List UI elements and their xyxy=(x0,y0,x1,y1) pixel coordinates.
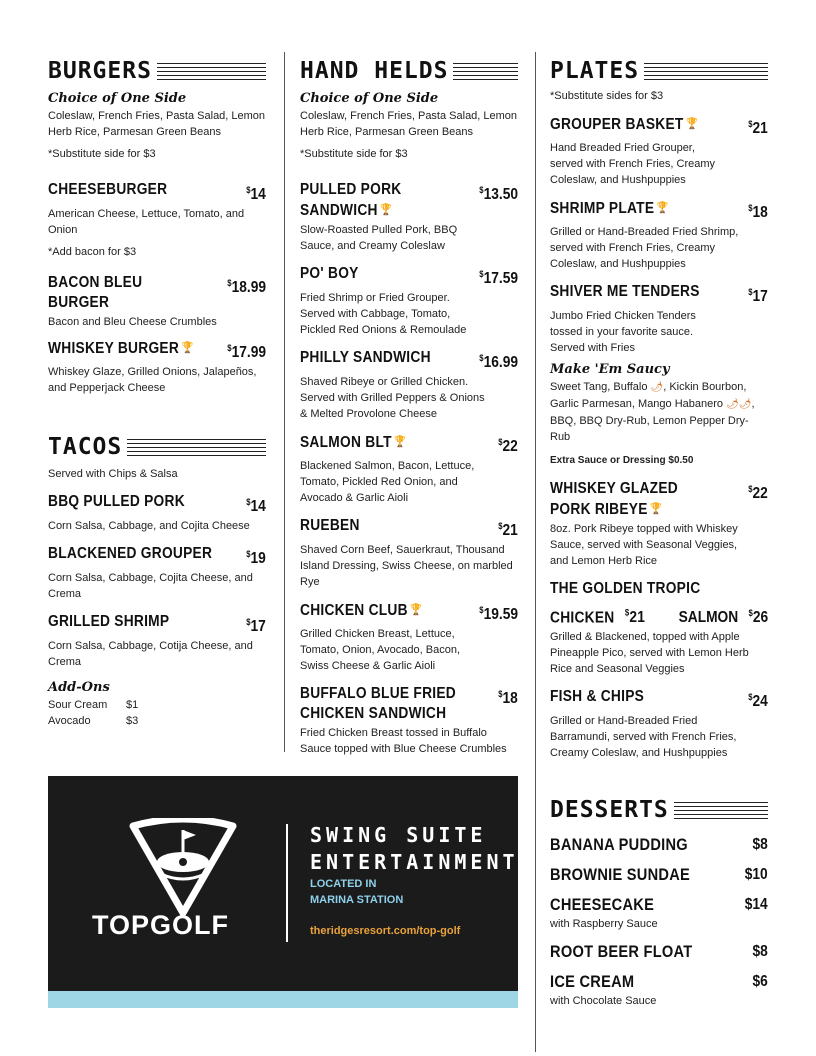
menu-item xyxy=(48,273,266,330)
dessert-item: BROWNIE SUNDAE $10 xyxy=(550,865,768,885)
item-desc: American Cheese, Lettuce, Tomato, and Onion xyxy=(48,208,245,236)
menu-item xyxy=(550,479,768,569)
dessert-item: CHEESECAKE $14 xyxy=(550,895,768,915)
item-desc: Corn Salsa, Cabbage, Cotija Cheese, and Crema xyxy=(48,640,253,668)
menu-item xyxy=(300,684,518,757)
section-title: HAND HELDS xyxy=(300,58,449,84)
sides-list: Coleslaw, French Fries, Pasta Salad, Lemon Herb Rice, Parmesan Green Beans xyxy=(48,110,266,138)
item-name: RUEBEN xyxy=(300,517,360,534)
item-price: $18.99 xyxy=(227,278,266,296)
item-name: GRILLED SHRIMP xyxy=(48,613,170,630)
sides-list: Coleslaw, French Fries, Pasta Salad, Lemon Herb Rice, Parmesan Green Beans xyxy=(300,110,518,138)
item-name: PO' BOY xyxy=(300,265,359,282)
item-price: $18 xyxy=(748,203,768,221)
section-title: PLATES xyxy=(550,58,640,84)
item-desc: 8oz. Pork Ribeye topped with Whiskey Sauce, served with Seasonal Veggies, and Lemon Herb Rice xyxy=(550,523,738,567)
trophy-icon: 🏆 xyxy=(686,118,699,130)
item-name: WHISKEY GLAZED PORK RIBEYE 🏆 xyxy=(550,480,678,518)
heading-rules xyxy=(674,802,768,819)
item-name: FISH & CHIPS xyxy=(550,688,645,706)
addons-list xyxy=(48,697,266,729)
column-plates-desserts xyxy=(550,52,768,1009)
menu-item xyxy=(550,687,768,761)
heading-rules xyxy=(453,63,518,80)
item-desc: Grilled Chicken Breast, Lettuce, Tomato, Onion, Avocado, Bacon, Swiss Cheese & Garlic Aioli xyxy=(300,628,461,672)
item-desc: Blackened Salmon, Bacon, Lettuce, Tomato, Pickled Red Onion, and Avocado & Garlic Aioli xyxy=(300,460,475,504)
column-burgers-tacos xyxy=(48,52,266,729)
pepper-icon: 🌶 xyxy=(650,382,664,393)
item-price: $14 xyxy=(246,497,266,515)
website-link[interactable]: theridgesresort.com/top-golf xyxy=(310,925,461,937)
tacos-sub: Served with Chips & Salsa xyxy=(48,468,178,480)
item-desc: Fried Shrimp or Fried Grouper. Served with Cabbage, Tomato, Pickled Red Onions & Remoulade xyxy=(300,292,467,336)
item-name: GROUPER BASKET 🏆 xyxy=(550,116,699,133)
item-desc: Hand Breaded Fried Grouper, served with French Fries, Creamy Coleslaw, and Hushpuppies xyxy=(550,142,716,186)
menu-item xyxy=(300,432,518,506)
dessert-desc: with Raspberry Sauce xyxy=(550,918,658,931)
column-handhelds xyxy=(300,52,518,757)
item-price: $18 xyxy=(498,689,518,707)
item-name: BLACKENED GROUPER xyxy=(48,545,213,562)
item-desc: Whiskey Glaze, Grilled Onions, Jalapeños, and Pepperjack Cheese xyxy=(48,366,257,394)
item-name: BACON BLEU BURGER xyxy=(48,274,143,311)
topgolf-banner xyxy=(48,776,518,991)
menu-item xyxy=(300,264,518,338)
item-price: $17.99 xyxy=(227,343,266,361)
extra-sauce: Extra Sauce or Dressing $0.50 xyxy=(550,455,694,466)
section-title: DESSERTS xyxy=(550,797,669,824)
item-price: $16.99 xyxy=(479,353,518,371)
pepper-icon: 🌶🌶 xyxy=(726,399,752,410)
item-price: $13.50 xyxy=(479,185,518,203)
item-name: PHILLY SANDWICH xyxy=(300,349,431,366)
logo-wordmark: TOPGOLF xyxy=(92,910,230,940)
dessert-item: BANANA PUDDING $8 xyxy=(550,835,768,855)
heading-rules xyxy=(127,439,266,456)
addon-row: Avocado $3 xyxy=(48,715,139,727)
item-name: CHEESEBURGER xyxy=(48,181,168,198)
menu-item xyxy=(48,612,266,670)
item-name: PULLED PORK SANDWICH 🏆 xyxy=(300,181,402,219)
item-price: $22 xyxy=(498,437,518,455)
topgolf-shield-icon xyxy=(128,818,238,918)
item-desc: Grilled & Blackened, topped with Apple Pineapple Pico, served with Lemon Herb Rice and Seasonal Veggies xyxy=(550,631,749,676)
item-desc: Corn Salsa, Cabbage, and Cojita Cheese xyxy=(48,520,250,532)
item-note: *Add bacon for $3 xyxy=(48,246,137,258)
item-desc: Shaved Ribeye or Grilled Chicken. Served with Grilled Peppers & Onions & Melted Provolone Cheese xyxy=(300,376,485,420)
menu-item xyxy=(550,282,768,356)
handhelds-heading xyxy=(300,58,518,84)
trophy-icon: 🏆 xyxy=(394,436,407,448)
swing-suite-title: SWING SUITE ENTERTAINMENT xyxy=(310,823,519,874)
item-name: SHIVER ME TENDERS xyxy=(550,283,700,300)
menu-item xyxy=(48,180,266,260)
menu-item xyxy=(48,338,266,396)
item-price: $19.59 xyxy=(479,605,518,623)
sauce-list: Sweet Tang, Buffalo 🌶, Kickin Bourbon, Garlic Parmesan, Mango Habanero 🌶🌶, BBQ, BBQ Dry-Rub, Lemon Pepper Dry-Rub xyxy=(550,381,755,443)
trophy-icon: 🏆 xyxy=(380,204,393,216)
desserts-heading xyxy=(550,797,768,823)
item-desc: Shaved Corn Beef, Sauerkraut, Thousand Island Dressing, Swiss Cheese, on marbled Rye xyxy=(300,544,513,588)
trophy-icon: 🏆 xyxy=(656,202,669,214)
menu-item-golden-tropic xyxy=(550,579,768,677)
item-name: THE GOLDEN TROPIC xyxy=(550,580,701,597)
trophy-icon: 🏆 xyxy=(181,342,194,354)
column-divider-left xyxy=(284,52,285,752)
addons-title: Add-Ons xyxy=(48,680,110,695)
menu-item xyxy=(550,114,768,188)
item-name: SALMON BLT 🏆 xyxy=(300,434,407,451)
item-price: $17 xyxy=(748,287,768,305)
item-price: $21 xyxy=(498,521,518,539)
item-price: $19 xyxy=(246,549,266,567)
dessert-item: ROOT BEER FLOAT $8 xyxy=(550,942,768,962)
item-name: BBQ PULLED PORK xyxy=(48,493,185,510)
menu-item xyxy=(300,348,518,422)
item-desc: Slow-Roasted Pulled Pork, BBQ Sauce, and Creamy Coleslaw xyxy=(300,224,458,252)
item-desc: Corn Salsa, Cabbage, Cojita Cheese, and Crema xyxy=(48,572,253,600)
section-title: BURGERS xyxy=(48,58,152,84)
item-price: $21 xyxy=(748,119,768,137)
tacos-heading xyxy=(48,434,266,460)
plates-sub: *Substitute sides for $3 xyxy=(550,90,664,102)
plates-heading xyxy=(550,58,768,84)
item-price: $17.59 xyxy=(479,269,518,287)
choice-of-side: Choice of One Side xyxy=(300,91,439,106)
item-name: CHICKEN CLUB 🏆 xyxy=(300,602,423,619)
trophy-icon: 🏆 xyxy=(650,503,663,515)
dessert-desc: with Chocolate Sauce xyxy=(550,995,657,1008)
burgers-heading xyxy=(48,58,266,84)
trophy-icon: 🏆 xyxy=(410,604,423,616)
substitute-note: *Substitute side for $3 xyxy=(48,148,156,160)
banner-divider xyxy=(286,824,288,942)
item-name: SHRIMP PLATE 🏆 xyxy=(550,200,669,217)
heading-rules xyxy=(644,63,768,80)
dessert-item: ICE CREAM $6 xyxy=(550,972,768,992)
banner-accent-strip xyxy=(48,991,518,1008)
menu-item xyxy=(300,516,518,590)
substitute-note: *Substitute side for $3 xyxy=(300,148,408,160)
item-desc: Bacon and Bleu Cheese Crumbles xyxy=(48,316,217,328)
item-price: $14 xyxy=(246,185,266,203)
saucy-title: Make 'Em Saucy xyxy=(550,362,670,377)
addon-row: Sour Cream $1 xyxy=(48,699,139,711)
column-divider-right xyxy=(535,52,536,1052)
item-name: BUFFALO BLUE FRIED CHICKEN SANDWICH xyxy=(300,685,457,722)
item-desc: Jumbo Fried Chicken Tenders tossed in your favorite sauce. Served with Fries xyxy=(550,310,696,354)
menu-item xyxy=(48,492,266,534)
section-title: TACOS xyxy=(48,434,123,460)
heading-rules xyxy=(157,63,266,80)
item-price: $22 xyxy=(748,484,768,502)
item-desc: Grilled or Hand-Breaded Fried Barramundi, served with French Fries, Creamy Coleslaw, and Hushpuppies xyxy=(550,715,737,760)
item-desc: Fried Chicken Breast tossed in Buffalo Sauce topped with Blue Cheese Crumbles xyxy=(300,727,507,755)
item-price: $17 xyxy=(246,617,266,635)
menu-item xyxy=(300,600,518,674)
menu-item xyxy=(48,544,266,602)
choice-of-side: Choice of One Side xyxy=(48,91,187,106)
menu-item xyxy=(550,198,768,272)
option-salmon: SALMON $26 xyxy=(678,608,768,626)
item-price: $24 xyxy=(748,692,768,711)
item-name: WHISKEY BURGER 🏆 xyxy=(48,340,194,357)
option-chicken: CHICKEN $21 xyxy=(550,608,646,627)
item-desc: Grilled or Hand-Breaded Fried Shrimp, served with French Fries, Creamy Coleslaw, and Hushpuppies xyxy=(550,226,739,270)
location-text: LOCATED IN MARINA STATION xyxy=(310,878,404,906)
menu-item xyxy=(300,180,518,254)
